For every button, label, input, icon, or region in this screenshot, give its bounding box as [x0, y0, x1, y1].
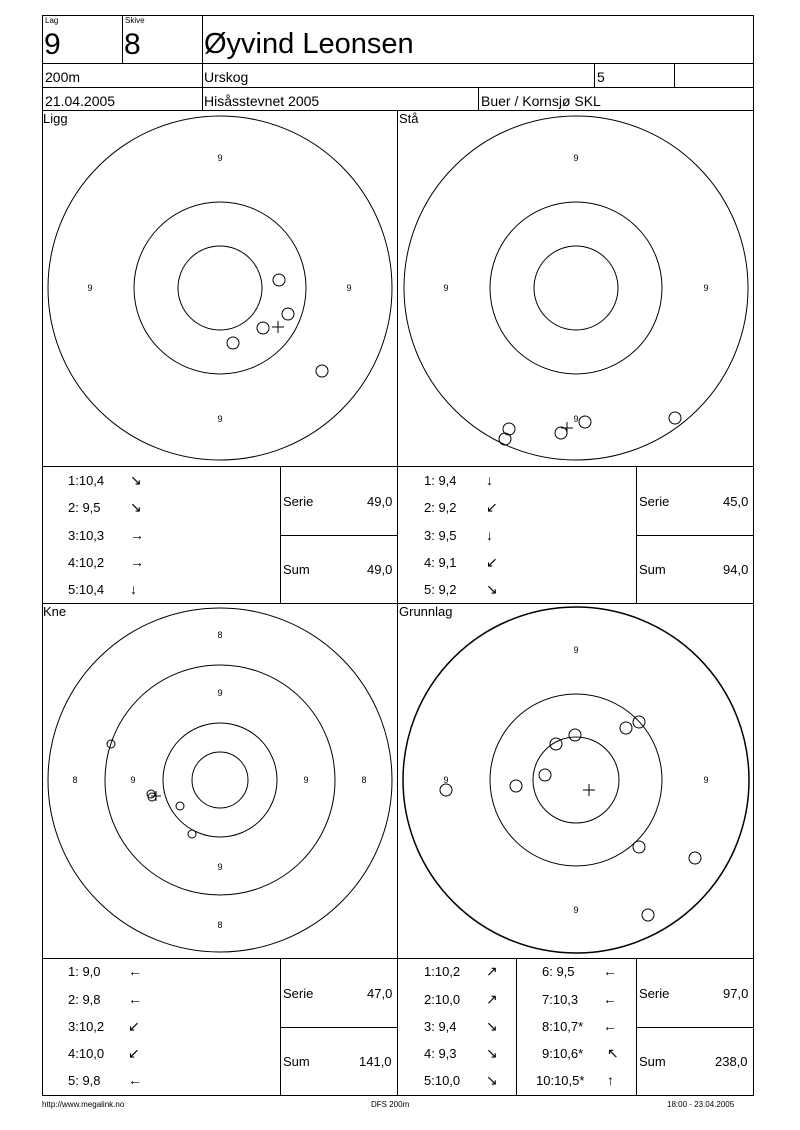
class-value: 5: [597, 69, 605, 85]
mean-point-cross: [583, 784, 595, 796]
series-label: Serie: [639, 986, 670, 1001]
shot-hole: [440, 784, 452, 796]
shot-direction-arrow-icon: ←: [128, 1072, 142, 1088]
mean-point-cross: [151, 791, 161, 801]
series-label: Serie: [283, 494, 314, 509]
shot-hole: [555, 427, 567, 439]
ring-label: 9: [217, 862, 223, 872]
ring-label: 9: [703, 283, 709, 293]
target-ring-middle: [490, 202, 662, 374]
target-ring-inner: [533, 737, 619, 823]
shot-direction-arrow-icon: ↓: [486, 472, 493, 488]
shot-score: 4: 9,3: [424, 1046, 457, 1061]
distance: 200m: [45, 69, 81, 85]
shot-hole: [282, 308, 294, 320]
shot-direction-arrow-icon: ←: [603, 991, 617, 1007]
series-value: 49,0: [367, 494, 393, 509]
position-title-sta: Stå: [399, 111, 419, 126]
shot-direction-arrow-icon: ↙: [128, 1018, 140, 1034]
shot-hole: [316, 365, 328, 377]
sum-label: Sum: [639, 1054, 666, 1069]
shot-score: 4: 9,1: [424, 555, 457, 570]
shot-hole: [176, 802, 184, 810]
shot-hole: [642, 909, 654, 921]
target-ring-outer: [48, 116, 392, 460]
shot-hole: [273, 274, 285, 286]
lag-value: 9: [44, 28, 61, 61]
ring-label: 9: [130, 775, 136, 785]
shot-score: 1:10,2: [424, 964, 461, 979]
shot-score: 2: 9,2: [424, 500, 457, 515]
shot-hole: [188, 830, 196, 838]
shot-score: 3:10,3: [68, 528, 105, 543]
shot-score: 3: 9,5: [424, 528, 457, 543]
shot-direction-arrow-icon: ↑: [607, 1072, 614, 1088]
skive-value: 8: [124, 28, 141, 61]
sum-label: Sum: [639, 562, 666, 577]
series-value: 45,0: [723, 494, 749, 509]
target-grunnlag: [403, 607, 749, 953]
mean-point-cross: [561, 422, 573, 434]
shot-hole: [620, 722, 632, 734]
ring-label: 9: [346, 283, 352, 293]
ring-label: 9: [443, 775, 449, 785]
ring-label: 9: [217, 414, 223, 424]
shot-direction-arrow-icon: ↗: [486, 963, 498, 979]
shot-score: 1: 9,0: [68, 964, 101, 979]
shot-hole: [257, 322, 269, 334]
ring-label: 9: [573, 905, 579, 915]
shot-score: 9:10,6*: [542, 1046, 584, 1061]
target-ring-outer: [404, 116, 748, 460]
ring-label: 8: [361, 775, 367, 785]
target-ring-inner: [192, 752, 248, 808]
lag-label: Lag: [45, 16, 59, 25]
shot-hole: [633, 841, 645, 853]
ring-label: 9: [573, 153, 579, 163]
event-name: Hisåsstevnet 2005: [204, 93, 320, 109]
ring-label: 9: [573, 645, 579, 655]
shot-score: 10:10,5*: [536, 1073, 585, 1088]
ring-label: 9: [217, 688, 223, 698]
sum-value: 94,0: [723, 562, 749, 577]
shot-direction-arrow-icon: ↘: [130, 472, 142, 488]
shot-hole: [227, 337, 239, 349]
sum-label: Sum: [283, 1054, 310, 1069]
shot-direction-arrow-icon: ↘: [130, 499, 142, 515]
shot-score: 8:10,7*: [542, 1019, 584, 1034]
shot-direction-arrow-icon: ↘: [486, 581, 498, 597]
club-short: Urskog: [204, 69, 249, 85]
ring-label: 8: [217, 920, 223, 930]
shot-score: 2: 9,5: [68, 500, 101, 515]
shot-direction-arrow-icon: ↘: [486, 1018, 498, 1034]
sum-value: 141,0: [359, 1054, 392, 1069]
series-label: Serie: [639, 494, 670, 509]
shot-score: 6: 9,5: [542, 964, 575, 979]
ring-label: 9: [573, 414, 579, 424]
mean-point-cross: [272, 321, 284, 333]
shot-direction-arrow-icon: ↘: [486, 1072, 498, 1088]
shot-score: 1: 9,4: [424, 473, 457, 488]
footer-url[interactable]: http://www.megalink.no: [42, 1100, 125, 1109]
shot-direction-arrow-icon: ↙: [128, 1045, 140, 1061]
target-sta: [404, 116, 748, 460]
ring-label: 9: [703, 775, 709, 785]
target-ring-outer: [403, 607, 749, 953]
shot-hole: [669, 412, 681, 424]
shot-direction-arrow-icon: →: [130, 527, 144, 543]
event-date: 21.04.2005: [45, 93, 116, 109]
target-ring-outer: [48, 608, 392, 952]
shot-score: 5:10,0: [424, 1073, 461, 1088]
shot-hole: [148, 793, 156, 801]
shot-direction-arrow-icon: ←: [603, 963, 617, 979]
ring-label: 8: [217, 630, 223, 640]
shot-direction-arrow-icon: ↘: [486, 1045, 498, 1061]
shot-hole: [499, 433, 511, 445]
shot-score: 7:10,3: [542, 992, 579, 1007]
shot-score: 5: 9,8: [68, 1073, 101, 1088]
shot-score: 2:10,0: [424, 992, 461, 1007]
shot-hole: [510, 780, 522, 792]
shot-direction-arrow-icon: ↙: [486, 554, 498, 570]
shot-hole: [579, 416, 591, 428]
footer-timestamp: 18:00 - 23.04.2005: [667, 1100, 735, 1109]
skive-label: Skive: [125, 16, 145, 25]
shot-direction-arrow-icon: ↗: [486, 991, 498, 1007]
ring-label: 9: [217, 153, 223, 163]
position-title-grunnlag: Grunnlag: [399, 604, 453, 619]
shot-score: 2: 9,8: [68, 992, 101, 1007]
series-value: 97,0: [723, 986, 749, 1001]
shot-hole: [689, 852, 701, 864]
shot-score: 4:10,0: [68, 1046, 105, 1061]
ring-label: 8: [72, 775, 78, 785]
shot-score: 4:10,2: [68, 555, 105, 570]
shot-score: 3:10,2: [68, 1019, 105, 1034]
target-ring-middle: [134, 202, 306, 374]
shot-direction-arrow-icon: ↙: [486, 499, 498, 515]
club-long: Buer / Kornsjø SKL: [481, 93, 601, 109]
position-title-ligg: Ligg: [43, 111, 68, 126]
sum-label: Sum: [283, 562, 310, 577]
shot-score: 5:10,4: [68, 582, 105, 597]
shot-direction-arrow-icon: ↓: [486, 527, 493, 543]
target-ring-middle: [163, 723, 277, 837]
target-ring-inner: [534, 246, 618, 330]
shot-hole: [569, 729, 581, 741]
shot-direction-arrow-icon: ←: [128, 963, 142, 979]
sum-value: 238,0: [715, 1054, 748, 1069]
shot-direction-arrow-icon: →: [130, 554, 144, 570]
position-title-kne: Kne: [43, 604, 67, 619]
sum-value: 49,0: [367, 562, 393, 577]
target-ring-inner: [178, 246, 262, 330]
shot-direction-arrow-icon: ←: [128, 991, 142, 1007]
shooter-name: Øyvind Leonsen: [204, 28, 414, 60]
ring-label: 9: [303, 775, 309, 785]
shot-score: 1:10,4: [68, 473, 105, 488]
shot-hole: [539, 769, 551, 781]
footer-program: DFS 200m: [371, 1100, 410, 1109]
shot-direction-arrow-icon: ←: [603, 1018, 617, 1034]
ring-label: 9: [87, 283, 93, 293]
shot-score: 5: 9,2: [424, 582, 457, 597]
shot-direction-arrow-icon: ↓: [130, 581, 137, 597]
target-kne: [48, 608, 392, 952]
ring-label: 9: [443, 283, 449, 293]
series-label: Serie: [283, 986, 314, 1001]
target-ring-second: [105, 665, 335, 895]
shot-direction-arrow-icon: ↖: [607, 1045, 619, 1061]
target-ligg: [48, 116, 392, 460]
series-value: 47,0: [367, 986, 393, 1001]
shot-score: 3: 9,4: [424, 1019, 457, 1034]
